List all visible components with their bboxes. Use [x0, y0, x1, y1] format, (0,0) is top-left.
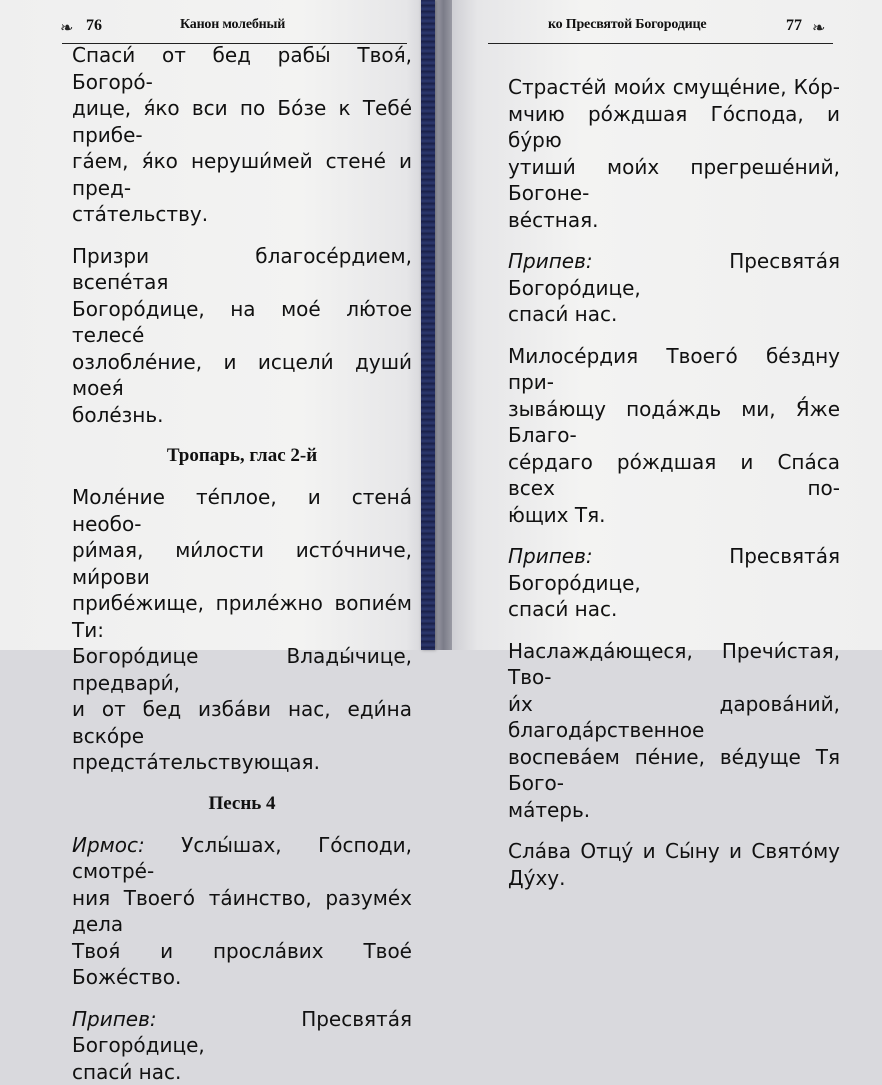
paragraph-gap [72, 991, 412, 1006]
text-line: воспева́ем пе́ние, ве́дуще Тя Бого- [508, 744, 840, 797]
paragraph-gap [72, 428, 412, 443]
text-line: Страсте́й мои́х смуще́ние, Ко́р- [508, 74, 840, 101]
verse-label: Припев: [508, 544, 593, 568]
verse-label: Припев: [72, 1007, 157, 1031]
text-line: озлобле́ние, и исцели́ души́ моея́ [72, 349, 412, 402]
text-line: дице, я́ко вси по Бо́зе к Тебе́ прибе- [72, 95, 412, 148]
text-line: га́ем, я́ко неруши́мей стене́ и пред- [72, 148, 412, 201]
verse-label: Припев: [508, 249, 593, 273]
text-line: ста́тельству. [72, 201, 412, 228]
text-line: спаси́ нас. [72, 1059, 412, 1085]
left-page-number: 76 [86, 17, 102, 35]
left-header [62, 14, 407, 44]
right-page-number: 77 [786, 17, 802, 35]
refrain-paragraph [72, 1006, 412, 1085]
paragraph-gap [72, 228, 412, 243]
left-page [0, 0, 432, 650]
refrain-paragraph [72, 832, 412, 991]
refrain-paragraph [508, 543, 840, 623]
text-line: ма́терь. [508, 797, 840, 824]
text-line: и от бед изба́ви нас, еди́на вско́ре [72, 696, 412, 749]
prayer-paragraph [72, 484, 412, 776]
text-line: Припев: Пресвята́я Богоро́дице, [508, 543, 840, 596]
text-line: Припев: Пресвята́я Богоро́дице, [72, 1006, 412, 1059]
paragraph-gap [508, 328, 840, 343]
left-running-title: Канон молебный [180, 17, 285, 33]
text-line: утиши́ мои́х прегреше́ний, Богоне- [508, 154, 840, 207]
text-line: Сла́ва Отцу́ и Сы́ну и Свято́му [508, 838, 840, 865]
text-line: Спаси́ от бед рабы́ Твоя́, Богоро́- [72, 42, 412, 95]
text-line: Призри благосе́рдием, всепе́тая [72, 243, 412, 296]
refrain-paragraph [508, 248, 840, 328]
right-header [488, 14, 833, 44]
paragraph-gap [508, 528, 840, 543]
paragraph-gap [72, 469, 412, 484]
scroll-ornament-icon: ❧ [812, 18, 825, 38]
text-line: мчию ро́ждшая Го́спода, и бу́рю [508, 101, 840, 154]
section-heading: Песнь 4 [72, 791, 412, 817]
prayer-paragraph [72, 243, 412, 429]
text-line: ю́щих Тя. [508, 502, 840, 529]
text-line: и́х дарова́ний, благода́рственное [508, 691, 840, 744]
right-page-text [508, 74, 840, 891]
paragraph-gap [72, 776, 412, 791]
paragraph-gap [508, 623, 840, 638]
text-line: предста́тельствующая. [72, 749, 412, 776]
prayer-paragraph [508, 838, 840, 891]
text-line: спаси́ нас. [508, 301, 840, 328]
text-line: Наслажда́ющеся, Пречи́стая, Тво- [508, 638, 840, 691]
text-line: Твоя́ и просла́вих Твое́ Боже́ство. [72, 938, 412, 991]
text-line: Ирмос: Услы́шах, Го́споди, смотре́- [72, 832, 412, 885]
prayer-paragraph [508, 343, 840, 529]
paragraph-gap [508, 823, 840, 838]
text-line: ве́стная. [508, 207, 840, 234]
text-line: спаси́ нас. [508, 596, 840, 623]
prayer-paragraph [508, 638, 840, 824]
bookmark-ribbon[interactable] [421, 0, 435, 650]
text-line: боле́знь. [72, 402, 412, 429]
paragraph-gap [72, 817, 412, 832]
text-line: Припев: Пресвята́я Богоро́дице, [508, 248, 840, 301]
text-line: прибе́жище, приле́жно вопие́м Ти: [72, 590, 412, 643]
text-line: Богоро́дице, на мое́ лю́тое телесе́ [72, 296, 412, 349]
text-line: Моле́ние те́плое, и стена́ необо- [72, 484, 412, 537]
right-page [452, 0, 882, 650]
prayer-paragraph [508, 74, 840, 233]
text-line: Милосе́рдия Твоего́ бе́здну при- [508, 343, 840, 396]
left-page-text [72, 42, 412, 1085]
text-line: Ду́ху. [508, 865, 840, 892]
verse-label: Ирмос: [72, 833, 145, 857]
section-heading: Тропарь, глас 2-й [72, 443, 412, 469]
text-line: зыва́ющу пода́ждь ми, Я́же Благо- [508, 396, 840, 449]
header-rule [488, 43, 833, 44]
text-line: се́рдаго ро́ждшая и Спа́са всех по- [508, 449, 840, 502]
text-line: Богоро́дице Влады́чице, предвари́, [72, 643, 412, 696]
paragraph-gap [508, 233, 840, 248]
prayer-paragraph [72, 42, 412, 228]
scroll-ornament-icon: ❧ [60, 18, 73, 38]
text-line: ри́мая, ми́лости исто́чниче, ми́рови [72, 537, 412, 590]
right-running-title: ко Пресвятой Богородице [548, 17, 706, 33]
text-line: ния Твоего́ та́инство, разуме́х дела [72, 885, 412, 938]
